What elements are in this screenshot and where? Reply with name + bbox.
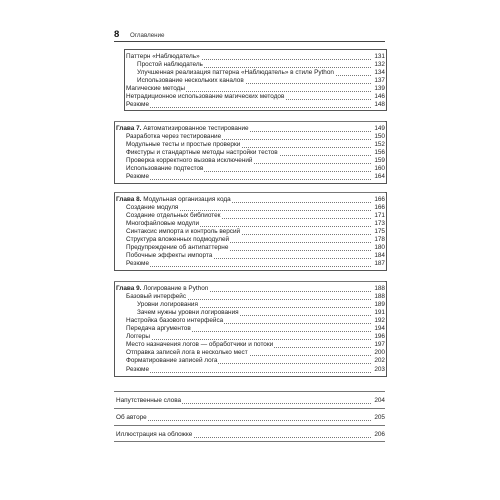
- toc-entry-title: Создание отдельных библиотек: [126, 212, 221, 220]
- toc-entry-title: Резюме: [126, 365, 149, 373]
- toc-entry-title: Улучшенная реализация паттерна «Наблюдатель» в стиле Python: [137, 69, 334, 77]
- section-separator: [114, 408, 385, 409]
- toc-entry-page: 189: [372, 300, 385, 309]
- toc-entry-title: Напутственные слова: [116, 397, 182, 404]
- toc-entry-title: Многофайловые модули: [126, 220, 200, 228]
- toc-entry: [126, 172, 385, 181]
- back-matter-entry: [116, 396, 385, 405]
- running-header-title: Оглавление: [130, 32, 165, 39]
- toc-entry-title: Предупреждение об антипаттерне: [126, 244, 229, 252]
- chapter-title: Автоматизированное тестирование: [143, 125, 249, 132]
- header-rule: [114, 41, 385, 42]
- toc-entry-page: 166: [372, 203, 385, 212]
- toc-entry-page: 180: [372, 243, 385, 252]
- toc-entry: [126, 100, 385, 109]
- toc-entry-title: Использование подтестов: [126, 165, 204, 173]
- toc-entry-title: Паттерн «Наблюдатель»: [126, 53, 200, 60]
- toc-entry-page: 200: [372, 348, 385, 357]
- toc-entry-page: 173: [372, 219, 385, 228]
- toc-entry-page: 197: [372, 340, 385, 349]
- toc-entry-page: 191: [372, 308, 385, 317]
- toc-entry-title: Уровни логирования: [137, 301, 198, 309]
- section-separator: [114, 391, 385, 392]
- toc-entry-page: 175: [372, 227, 385, 236]
- toc-entry-page: 206: [372, 430, 385, 439]
- toc-entry-page: 171: [372, 211, 385, 220]
- toc-entry-page: 149: [372, 124, 385, 133]
- chapter-label: Глава 7.: [116, 125, 144, 132]
- toc-entry-title: Разработка через тестирование: [126, 133, 222, 141]
- toc-entry-page: 196: [372, 332, 385, 341]
- toc-entry-title: Резюме: [126, 101, 149, 109]
- toc-entry-title: Иллюстрация на обложке: [116, 431, 193, 438]
- toc-entry-page: 132: [372, 60, 385, 69]
- toc-entry-title: Нетрадиционное использование магических методов: [126, 93, 285, 101]
- toc-entry-title: Фикстуры и стандартные методы настройки тестов: [126, 149, 278, 157]
- toc-entry-page: 131: [372, 52, 385, 61]
- toc-entry-page: 194: [372, 324, 385, 333]
- toc-entry-page: 203: [372, 365, 385, 374]
- toc-entry-title: Магические методы: [126, 85, 185, 93]
- toc-entry-title: Проверка корректного вызова исключений: [126, 157, 253, 165]
- chapter-label: Глава 9.: [116, 285, 144, 292]
- toc-entry-page: 159: [372, 156, 385, 165]
- toc-entry-title: Передача аргументов: [126, 325, 191, 333]
- dot-leader: [126, 98, 373, 108]
- toc-entry-title: Резюме: [126, 173, 149, 181]
- back-matter-entry: [116, 430, 385, 439]
- toc-entry-page: 178: [372, 235, 385, 244]
- toc-entry-page: 188: [372, 284, 385, 293]
- toc-entry-page: 166: [372, 195, 385, 204]
- toc-entry-title: Резюме: [126, 260, 149, 268]
- toc-entry-page: 184: [372, 251, 385, 260]
- page-number: 8: [114, 29, 120, 40]
- toc-entry-title: Простой наблюдатель: [137, 61, 203, 69]
- toc-entry-title: Отправка записей лога в несколько мест: [126, 349, 248, 357]
- toc-entry-page: 164: [372, 172, 385, 181]
- page-header: [114, 29, 385, 41]
- toc-entry-page: 187: [372, 259, 385, 268]
- chapter-label: Глава 8.: [116, 196, 144, 203]
- toc-entry-page: 134: [372, 68, 385, 77]
- toc-entry-title: Синтаксис импорта и контроль версий: [126, 228, 241, 236]
- toc-entry-title: Место назначения логов — обработчики и потоки: [126, 341, 274, 349]
- toc-entry-page: 204: [372, 396, 385, 405]
- toc-entry-title: Создание модуля: [126, 204, 179, 212]
- dot-leader: [116, 411, 373, 421]
- chapter-title: Логирование в Python: [143, 285, 209, 292]
- toc-entry: [126, 259, 385, 268]
- toc-entry-title: Базовый интерфейс: [126, 293, 187, 301]
- toc-entry-title: Логгеры: [126, 333, 150, 341]
- dot-leader: [126, 363, 373, 373]
- toc-entry-page: 148: [372, 100, 385, 109]
- chapter-title: Модульная организация кода: [143, 196, 231, 203]
- toc-entry-title: Структура вложенных подмодулей: [126, 236, 230, 244]
- toc-entry: [126, 365, 385, 374]
- toc-entry-page: 137: [372, 76, 385, 85]
- toc-entry-title: Использование нескольких каналов: [137, 77, 244, 85]
- dot-leader: [126, 170, 373, 180]
- toc-entry-page: 150: [372, 132, 385, 141]
- toc-entry-page: 139: [372, 84, 385, 93]
- toc-entry-title: Модульные тесты и простые проверки: [126, 141, 241, 149]
- toc-entry-page: 192: [372, 316, 385, 325]
- section-separator: [114, 441, 385, 442]
- toc-entry-title: Побочные эффекты импорта: [126, 252, 213, 260]
- toc-entry-page: 146: [372, 92, 385, 101]
- toc-entry-page: 188: [372, 292, 385, 301]
- back-matter-entry: [116, 413, 385, 422]
- toc-entry-title: Зачем нужны уровни логирования: [137, 309, 239, 317]
- toc-entry-title: Форматирование записей лога: [126, 357, 218, 365]
- toc-entry-page: 152: [372, 140, 385, 149]
- toc-entry-page: 202: [372, 356, 385, 365]
- toc-entry-title: Об авторе: [116, 414, 147, 421]
- toc-entry-page: 205: [372, 413, 385, 422]
- toc-entry-title: Настройка базового интерфейса: [126, 317, 224, 325]
- dot-leader: [126, 257, 373, 267]
- toc-entry-page: 156: [372, 148, 385, 157]
- toc-entry-page: 160: [372, 164, 385, 173]
- section-separator: [114, 425, 385, 426]
